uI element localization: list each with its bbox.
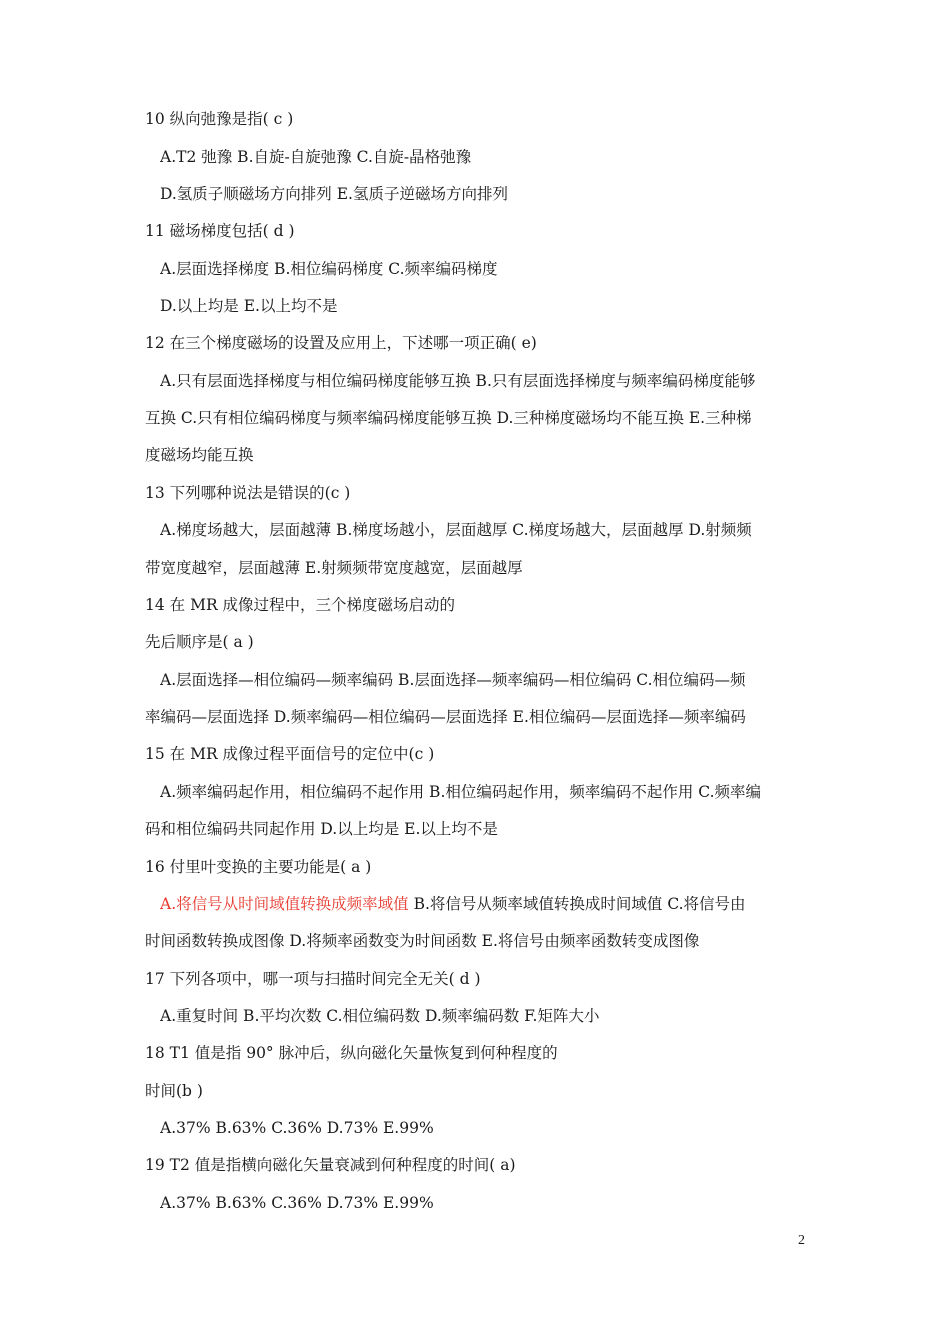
q10-options-d-e: D.氢质子顺磁场方向排列 E.氢质子逆磁场方向排列 <box>160 185 508 203</box>
q12-options-line-1: A.只有层面选择梯度与相位编码梯度能够互换 B.只有层面选择梯度与频率编码梯度能够 <box>160 372 756 390</box>
q13-options-line-1: A.梯度场越大，层面越薄 B.梯度场越小，层面越厚 C.梯度场越大，层面越厚 D.射频频 <box>160 521 752 539</box>
q18-options: A.37% B.63% C.36% D.73% E.99% <box>160 1119 434 1137</box>
question-17: 17 下列各项中，哪一项与扫描时间完全无关( d ) <box>145 970 481 988</box>
question-13: 13 下列哪种说法是错误的(c ) <box>145 484 351 502</box>
question-14-line-2: 先后顺序是( a ) <box>145 633 254 651</box>
q14-options-line-1: A.层面选择—相位编码—频率编码 B.层面选择—频率编码—相位编码 C.相位编码—频 <box>160 671 746 689</box>
q16-answer-highlight: 将信号从时间域值转换成频率域值 <box>176 895 409 913</box>
q10-options-a-c: A.T2 弛豫 B.自旋-自旋弛豫 C.自旋-晶格弛豫 <box>160 148 472 166</box>
question-16: 16 付里叶变换的主要功能是( a ) <box>145 858 372 876</box>
question-11: 11 磁场梯度包括( d ) <box>145 222 295 240</box>
page-number: 2 <box>798 1233 805 1248</box>
q16-options-rest: B.将信号从频率域值转换成时间域值 C.将信号由 <box>408 895 746 913</box>
q16-options-line-1 <box>160 891 815 917</box>
question-12: 12 在三个梯度磁场的设置及应用上，下述哪一项正确( e) <box>145 334 537 352</box>
question-15: 15 在 MR 成像过程平面信号的定位中(c ) <box>145 745 435 763</box>
q13-options-line-2: 带宽度越窄，层面越薄 E.射频频带宽度越宽，层面越厚 <box>145 559 523 577</box>
question-14-line-1: 14 在 MR 成像过程中，三个梯度磁场启动的 <box>145 596 456 614</box>
question-19: 19 T2 值是指横向磁化矢量衰减到何种程度的时间( a) <box>145 1156 516 1174</box>
q11-options-a-c: A.层面选择梯度 B.相位编码梯度 C.频率编码梯度 <box>160 260 498 278</box>
q15-options-line-1: A.频率编码起作用，相位编码不起作用 B.相位编码起作用，频率编码不起作用 C.频率编 <box>160 783 762 801</box>
question-18-line-2: 时间(b ) <box>145 1082 203 1100</box>
q12-options-line-3: 度磁场均能互换 <box>145 446 254 464</box>
q16-options-line-2: 时间函数转换成图像 D.将频率函数变为时间函数 E.将信号由频率函数转变成图像 <box>145 932 700 950</box>
q17-options: A.重复时间 B.平均次数 C.相位编码数 D.频率编码数 F.矩阵大小 <box>160 1007 600 1025</box>
q11-options-d-e: D.以上均是 E.以上均不是 <box>160 297 338 315</box>
q15-options-line-2: 码和相位编码共同起作用 D.以上均是 E.以上均不是 <box>145 820 498 838</box>
q16-option-a-prefix: A. <box>160 895 177 913</box>
question-18-line-1: 18 T1 值是指 90° 脉冲后，纵向磁化矢量恢复到何种程度的 <box>145 1044 558 1062</box>
q19-options: A.37% B.63% C.36% D.73% E.99% <box>160 1194 434 1212</box>
q14-options-line-2: 率编码—层面选择 D.频率编码—相位编码—层面选择 E.相位编码—层面选择—频率编码 <box>145 708 746 726</box>
question-10: 10 纵向弛豫是指( c ) <box>145 110 294 128</box>
q12-options-line-2: 互换 C.只有相位编码梯度与频率编码梯度能够互换 D.三种梯度磁场均不能互换 E.三种梯 <box>145 409 752 427</box>
